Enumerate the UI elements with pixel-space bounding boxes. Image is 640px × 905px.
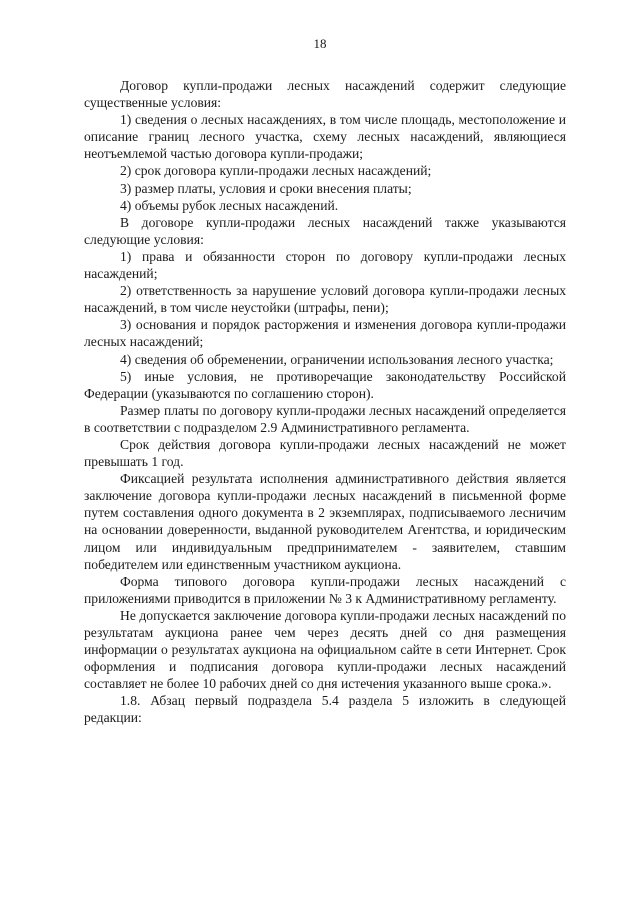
paragraph-9: 3) основания и порядок расторжения и изменения договора купли-продажи лесных насаждений; (84, 317, 566, 350)
paragraph-2: 1) сведения о лесных насаждениях, в том числе площадь, местоположение и описание границ лесного участка, схему лесных насаждений, являющиеся неотъемлемой частью договора купли-продажи; (84, 112, 566, 162)
paragraph-16: Не допускается заключение договора купли-продажи лесных насаждений по результатам аукциона ранее чем через десять дней со дня размещения информации о результатах аукциона на официальном сайте в сети Интернет. Срок оформления и подписания договора купли-продажи лесных насаждений составляет не более 10 рабочих дней со дня истечения указанного выше срока.». (84, 607, 566, 692)
paragraph-17: 1.8. Абзац первый подраздела 5.4 раздела 5 изложить в следующей редакции: (84, 693, 566, 726)
paragraph-14: Фиксацией результата исполнения административного действия является заключение договора купли-продажи лесных насаждений в письменной форме путем составления одного документа в 2 экземплярах, подписываемого лесничим на основании доверенности, выданной руководителем Агентства, и юридическим лицом или индивидуальным предпринимателем - заявителем, ставшим победителем или единственным участником аукциона. (84, 471, 566, 572)
page-number: 18 (313, 36, 327, 51)
paragraph-12: Размер платы по договору купли-продажи лесных насаждений определяется в соответствии с подразделом 2.9 Административного регламента. (84, 402, 566, 435)
paragraph-4: 3) размер платы, условия и сроки внесения платы; (120, 180, 412, 196)
paragraph-7: 1) права и обязанности сторон по договору купли-продажи лесных насаждений; (84, 248, 566, 282)
paragraph-1: Договор купли-продажи лесных насаждений содержит следующие существенные условия: (84, 78, 566, 111)
paragraph-10: 4) сведения об обременении, ограничении использования лесного участка; (120, 351, 554, 367)
paragraph-5: 4) объемы рубок лесных насаждений. (120, 197, 339, 213)
paragraph-11: 5) иные условия, не противоречащие законодательству Российской Федерации (указываются по соглашению сторон). (84, 368, 566, 401)
paragraph-15: Форма типового договора купли-продажи лесных насаждений с приложениями приводится в приложении № 3 к Административному регламенту. (84, 573, 566, 606)
document-body (84, 77, 566, 727)
paragraph-6: В договоре купли-продажи лесных насаждений также указываются следующие условия: (84, 214, 566, 247)
paragraph-8: 2) ответственность за нарушение условий договора купли-продажи лесных насаждений, в том числе неустойки (штрафы, пени); (84, 283, 566, 316)
paragraph-13: Срок действия договора купли-продажи лесных насаждений не может превышать 1 год. (84, 436, 566, 470)
paragraph-3: 2) срок договора купли-продажи лесных насаждений; (120, 163, 432, 179)
